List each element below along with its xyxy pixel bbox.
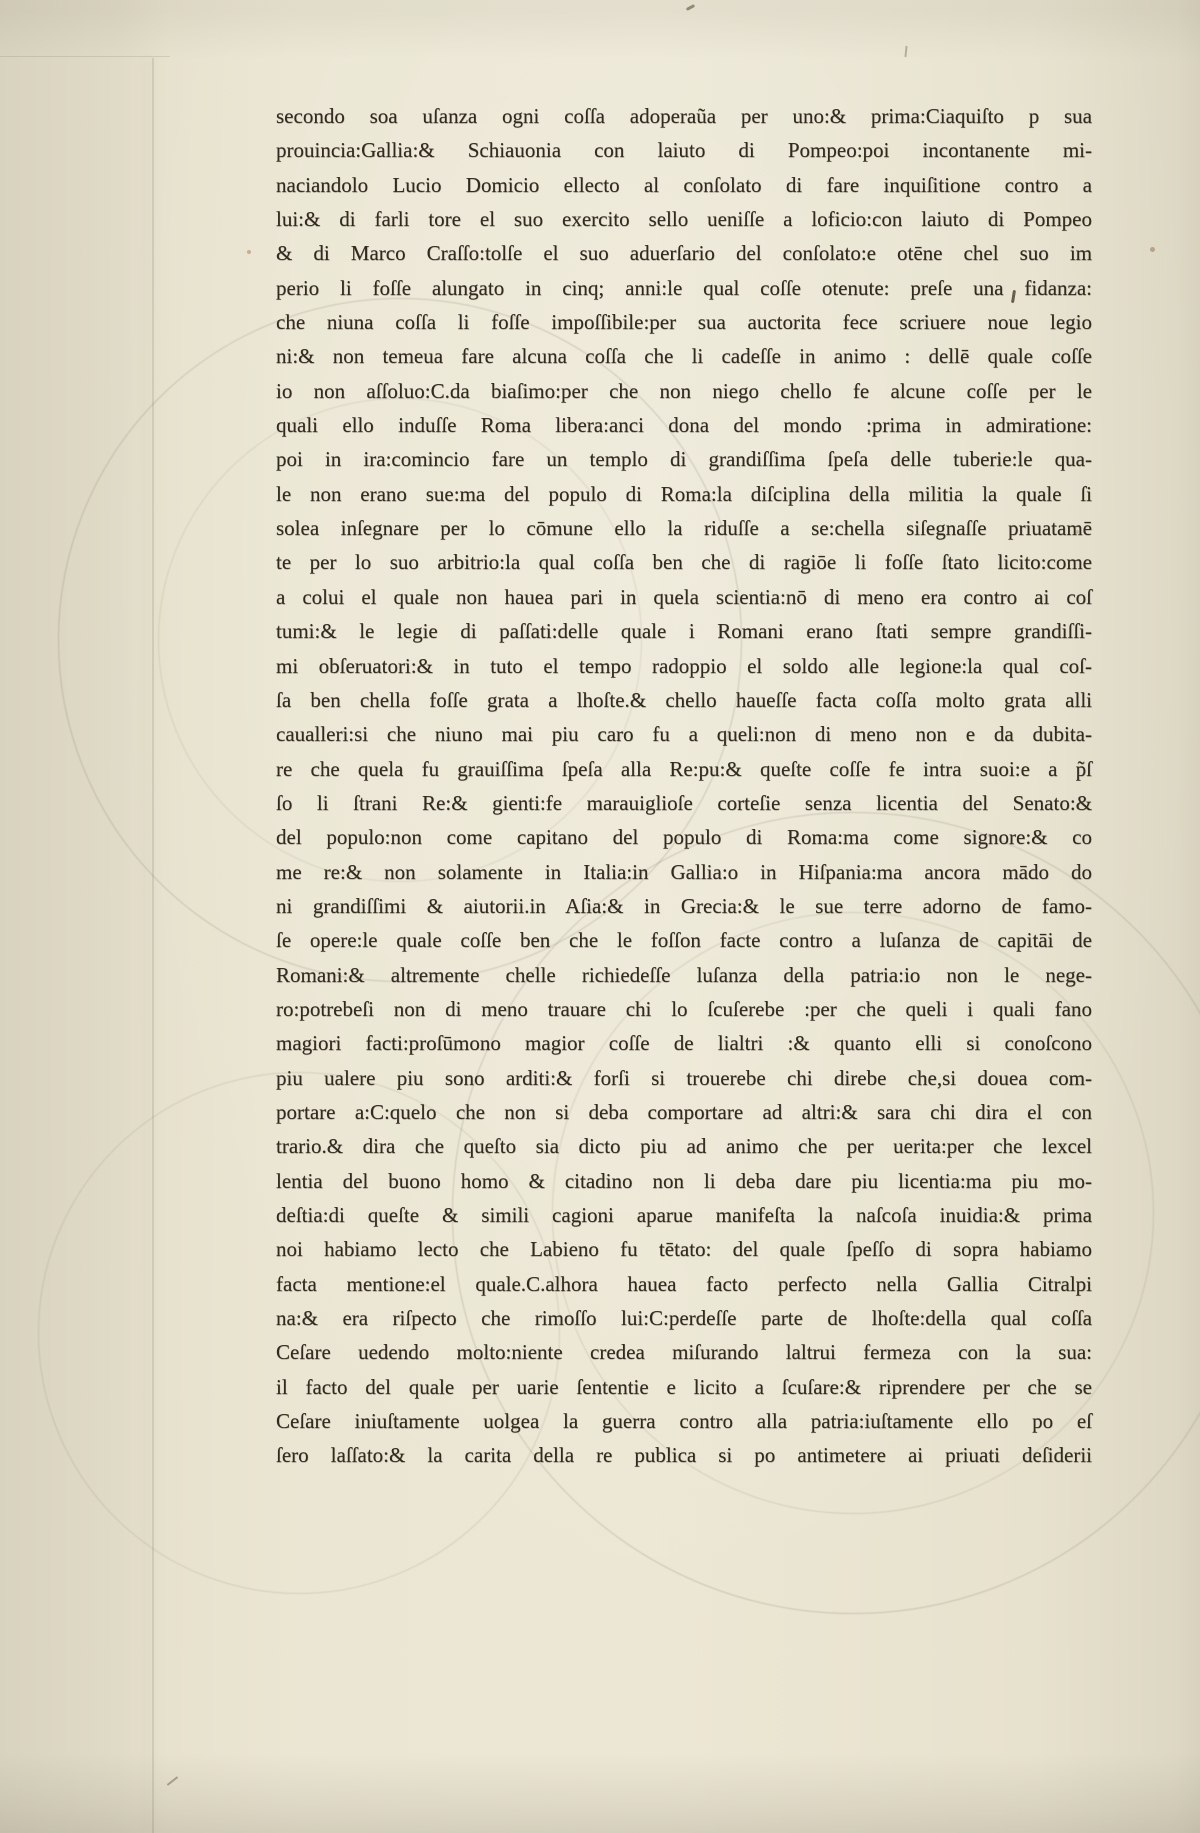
text-line: che niuna coſſa li foſſe impoſſibile:per sua auctorita fece scriuere noue legio bbox=[276, 310, 1092, 335]
text-line: ſe opere:le quale coſſe ben che le foſſon facte contro a luſanza de capitāi de bbox=[276, 928, 1092, 953]
text-line: naciandolo Lucio Domicio ellecto al conſolato di fare inquiſitione contro a bbox=[276, 172, 1092, 197]
page-left-crease bbox=[152, 58, 154, 1833]
text-line: ſa ben chella foſſe grata a lhoſte.& chello haueſſe facta coſſa molto grata alli bbox=[276, 687, 1092, 712]
page-top-shadow bbox=[0, 0, 1200, 60]
text-line: facta mentione:el quale.C.alhora hauea facto perfecto nella Gallia Citralpi bbox=[276, 1271, 1092, 1296]
text-line: ſero laſſato:& la carita della re publica si po antimetere ai priuati deſiderii bbox=[276, 1443, 1092, 1468]
foxing-speck bbox=[247, 250, 251, 254]
text-line: poi in ira:comincio fare un templo di grandiſſima ſpeſa delle tuberie:le qua- bbox=[276, 447, 1092, 472]
text-line: Ceſare iniuſtamente uolgea la guerra contro alla patria:iuſtamente ello po eſ bbox=[276, 1409, 1092, 1434]
text-line: secondo soa uſanza ogni coſſa adoperaũa per uno:& prima:Ciaquiſto p sua bbox=[276, 104, 1092, 128]
text-line: ni grandiſſimi & aiutorii.in Aſia:& in Grecia:& le sue terre adorno de famo- bbox=[276, 893, 1092, 918]
page-text-block bbox=[276, 99, 1092, 1473]
text-line: ſo li ſtrani Re:& gienti:fe marauiglioſe corteſie senza licentia del Senato:& bbox=[276, 790, 1092, 815]
text-line: lui:& di farli tore el suo exercito sello ueniſſe a loficio:con laiuto di Pompeo bbox=[276, 207, 1092, 232]
text-line: le non erano sue:ma del populo di Roma:la diſciplina della militia la quale ſi bbox=[276, 481, 1092, 506]
text-line: & di Marco Craſſo:tolſe el suo aduerſario del conſolato:e otēne chel suo im bbox=[276, 241, 1092, 266]
text-line: del populo:non come capitano del populo di Roma:ma come signore:& co bbox=[276, 825, 1092, 850]
text-line: piu ualere piu sono arditi:& forſi si trouerebe chi direbe che,si douea com- bbox=[276, 1065, 1092, 1090]
text-line: me re:& non solamente in Italia:in Gallia:o in Hiſpania:ma ancora mādo do bbox=[276, 859, 1092, 884]
text-line: Ceſare uedendo molto:niente credea miſurando laltrui fermeza con la sua: bbox=[276, 1340, 1092, 1365]
text-line: ni:& non temeua fare alcuna coſſa che li cadeſſe in animo : dellē quale coſſe bbox=[276, 344, 1092, 369]
text-line: te per lo suo arbitrio:la qual coſſa ben che di ragiōe li foſſe ſtato licito:come bbox=[276, 550, 1092, 575]
text-line: quali ello induſſe Roma libera:anci dona del mondo :prima in admiratione: bbox=[276, 413, 1092, 438]
text-line: noi habiamo lecto che Labieno fu tētato: del quale ſpeſſo di sopra habiamo bbox=[276, 1237, 1092, 1262]
text-line: portare a:C:quelo che non si deba comportare ad altri:& sara chi dira el con bbox=[276, 1099, 1092, 1124]
text-line: Romani:& altremente chelle richiedeſſe luſanza della patria:io non le nege- bbox=[276, 962, 1092, 987]
page-top-crease bbox=[0, 56, 170, 57]
text-line: re che quela fu grauiſſima ſpeſa alla Re:pu:& queſte coſſe fe intra suoi:e a p̃ſ bbox=[276, 756, 1092, 781]
page-bottom-shadow bbox=[0, 1753, 1200, 1833]
text-line: mi obſeruatori:& in tuto el tempo radoppio el soldo alle legione:la qual coſ- bbox=[276, 653, 1092, 678]
text-line: il facto del quale per uarie ſententie e licito a ſcuſare:& riprendere per che se bbox=[276, 1374, 1092, 1399]
text-line: ro:potrebeſi non di meno trauare chi lo ſcuſerebe :per che queli i quali fano bbox=[276, 996, 1092, 1021]
text-line: perio li foſſe alungato in cinq; anni:le qual coſſe otenute: preſe una fidanza: bbox=[276, 275, 1092, 300]
text-line: io non aſſoluo:C.da biaſimo:per che non niego chello fe alcune coſſe per le bbox=[276, 378, 1092, 403]
text-line: na:& era riſpecto che rimoſſo lui:C:perdeſſe parte de lhoſte:della qual coſſa bbox=[276, 1306, 1092, 1331]
text-line: magiori facti:proſūmono magior coſſe de lialtri :& quanto elli si conoſcono bbox=[276, 1031, 1092, 1056]
text-line: trario.& dira che queſto sia dicto piu ad animo che per uerita:per che lexcel bbox=[276, 1134, 1092, 1159]
foxing-speck bbox=[1150, 247, 1155, 252]
text-line: a colui el quale non hauea pari in quela scientia:nō di meno era contro ai coſ bbox=[276, 584, 1092, 609]
text-line: caualleri:si che niuno mai piu caro fu a queli:non di meno non e da dubita- bbox=[276, 722, 1092, 747]
text-line: solea inſegnare per lo cōmune ello la riduſſe a se:chella siſegnaſſe priuatamē bbox=[276, 516, 1092, 541]
text-line: deſtia:di queſte & simili cagioni aparue manifeſta la naſcoſa inuidia:& prima bbox=[276, 1203, 1092, 1227]
text-line: lentia del buono homo & citadino non li deba dare piu licentia:ma piu mo- bbox=[276, 1168, 1092, 1193]
text-line: tumi:& le legie di paſſati:delle quale i Romani erano ſtati sempre grandiſſi- bbox=[276, 619, 1092, 644]
text-line: prouincia:Gallia:& Schiauonia con laiuto di Pompeo:poi incontanente mi- bbox=[276, 138, 1092, 163]
